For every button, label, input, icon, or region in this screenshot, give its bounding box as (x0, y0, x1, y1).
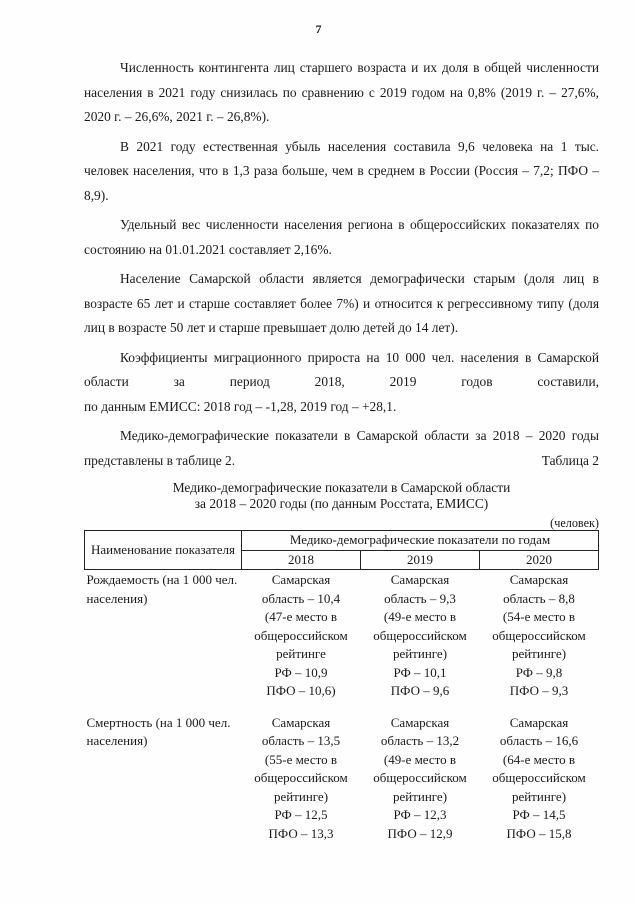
cell-mortality-2019 (361, 713, 480, 856)
cell-line: область – 10,4 (261, 590, 341, 606)
paragraph-migration: Коэффициенты миграционного прироста на 10 000 чел. населения в Самарской области за период 2018, 2019 годов составили, (84, 349, 599, 389)
cell-line: область – 16,6 (499, 733, 579, 748)
header-year-2019: 2019 (361, 550, 480, 570)
table-title (84, 480, 599, 512)
cell-birth-2018 (242, 570, 361, 713)
cell-line: общероссийском (373, 770, 467, 785)
paragraph-population-weight: Удельный вес численности населения региона в общероссийских показателях по состоянию на 01.01.2021 составляет 2,16%. (84, 217, 599, 257)
cell-line: Самарская (390, 572, 450, 587)
cell-line: область – 9,3 (384, 590, 456, 606)
cell-line: рейтинге) (392, 646, 448, 661)
cell-line: ПФО – 12,9 (387, 825, 453, 841)
cell-line: общероссийском (254, 770, 348, 785)
cell-line: (54-е место в (502, 609, 576, 624)
cell-line: рейтинге) (273, 788, 329, 804)
table-label: Таблица 2 (541, 453, 599, 468)
cell-mortality-2018 (242, 713, 361, 856)
cell-line: рейтинге) (511, 646, 567, 661)
cell-line: Самарская (271, 714, 331, 730)
table-header-row (85, 531, 599, 551)
table-row-birth-rate (85, 570, 599, 713)
cell-line: РФ – 12,3 (393, 807, 447, 822)
page-number: 7 (315, 22, 322, 36)
paragraph-elderly-share: Численность контингента лиц старшего возраста и их доля в общей численности населения в 2021 году снизилась по сравнению с 2019 годом на 0,8% (2019 г. – 27,6%, 2020 г. – 26,6%, 2021 г. – 26,8%). (84, 60, 599, 124)
row-name-mortality: Смертность (на 1 000 чел. населения) (86, 714, 231, 748)
cell-line: ПФО – 9,3 (509, 683, 569, 698)
cell-line: рейтинге) (511, 788, 567, 804)
cell-line: ПФО – 9,6 (390, 683, 450, 698)
cell-line: (47-е место в (264, 609, 338, 624)
table-units: (человек) (550, 516, 599, 530)
cell-line: ПФО – 13,3 (268, 825, 334, 841)
cell-line: Самарская (390, 714, 450, 730)
cell-line: ПФО – 15,8 (506, 825, 572, 841)
cell-line: область – 13,5 (261, 733, 341, 748)
cell-birth-2020 (480, 570, 599, 713)
cell-line: общероссийском (492, 770, 586, 785)
cell-line: РФ – 10,1 (393, 664, 447, 680)
cell-line: Самарская (509, 714, 569, 730)
cell-line: (49-е место в (383, 609, 457, 624)
cell-line: рейтинге (276, 646, 326, 661)
cell-line: область – 8,8 (503, 590, 575, 606)
table-row-mortality (85, 713, 599, 856)
table-title-line-1: Медико-демографические показатели в Самарской области (172, 480, 511, 495)
table-title-line-2: за 2018 – 2020 годы (по данным Росстата, ЕМИСС) (194, 496, 489, 511)
cell-line: (55-е место в (264, 751, 338, 767)
cell-line: (49-е место в (383, 751, 457, 767)
cell-line: (64-е место в (502, 751, 576, 767)
cell-mortality-2020 (480, 713, 599, 856)
header-year-2020: 2020 (480, 550, 599, 570)
header-indicators-by-year: Медико-демографические показатели по годам (242, 531, 599, 551)
cell-line: Самарская (509, 572, 569, 587)
body-text (84, 56, 599, 478)
paragraph-table-intro: Медико-демографические показатели в Самарской области за 2018 – 2020 годы представлены в таблице 2. (84, 428, 599, 468)
cell-birth-2019 (361, 570, 480, 713)
cell-line: РФ – 9,8 (515, 664, 563, 680)
cell-line: область – 13,2 (380, 733, 460, 748)
cell-line: РФ – 10,9 (274, 664, 328, 680)
cell-line: общероссийском (373, 627, 467, 643)
paragraph-natural-decline: В 2021 году естественная убыль населения составила 9,6 человека на 1 тыс. человек населения, что в 1,3 раза больше, чем в среднем в России (Россия – 7,2; ПФО – 8,9). (84, 138, 599, 203)
cell-line: РФ – 14,5 (512, 807, 566, 822)
cell-line: рейтинге) (392, 788, 448, 804)
header-indicator-name: Наименование показателя (85, 531, 242, 570)
paragraph-migration-values: по данным ЕМИСС: 2018 год – -1,28, 2019 год – +28,1. (84, 398, 397, 414)
cell-line: ПФО – 10,6) (266, 683, 336, 698)
header-year-2018: 2018 (242, 550, 361, 570)
row-name-birth-rate: Рождаемость (на 1 000 чел. населения) (86, 572, 238, 606)
cell-line: Самарская (271, 572, 331, 587)
indicators-table (84, 530, 599, 855)
cell-line: РФ – 12,5 (274, 807, 328, 822)
cell-line: общероссийском (254, 627, 348, 643)
paragraph-demographic-type: Население Самарской области является демографически старым (доля лиц в возрасте 65 лет и старше составляет более 7%) и относится к регрессивному типу (доля лиц в возрасте 50 лет и старше превышает долю детей до 14 лет). (84, 271, 599, 335)
cell-line: общероссийском (492, 627, 586, 643)
